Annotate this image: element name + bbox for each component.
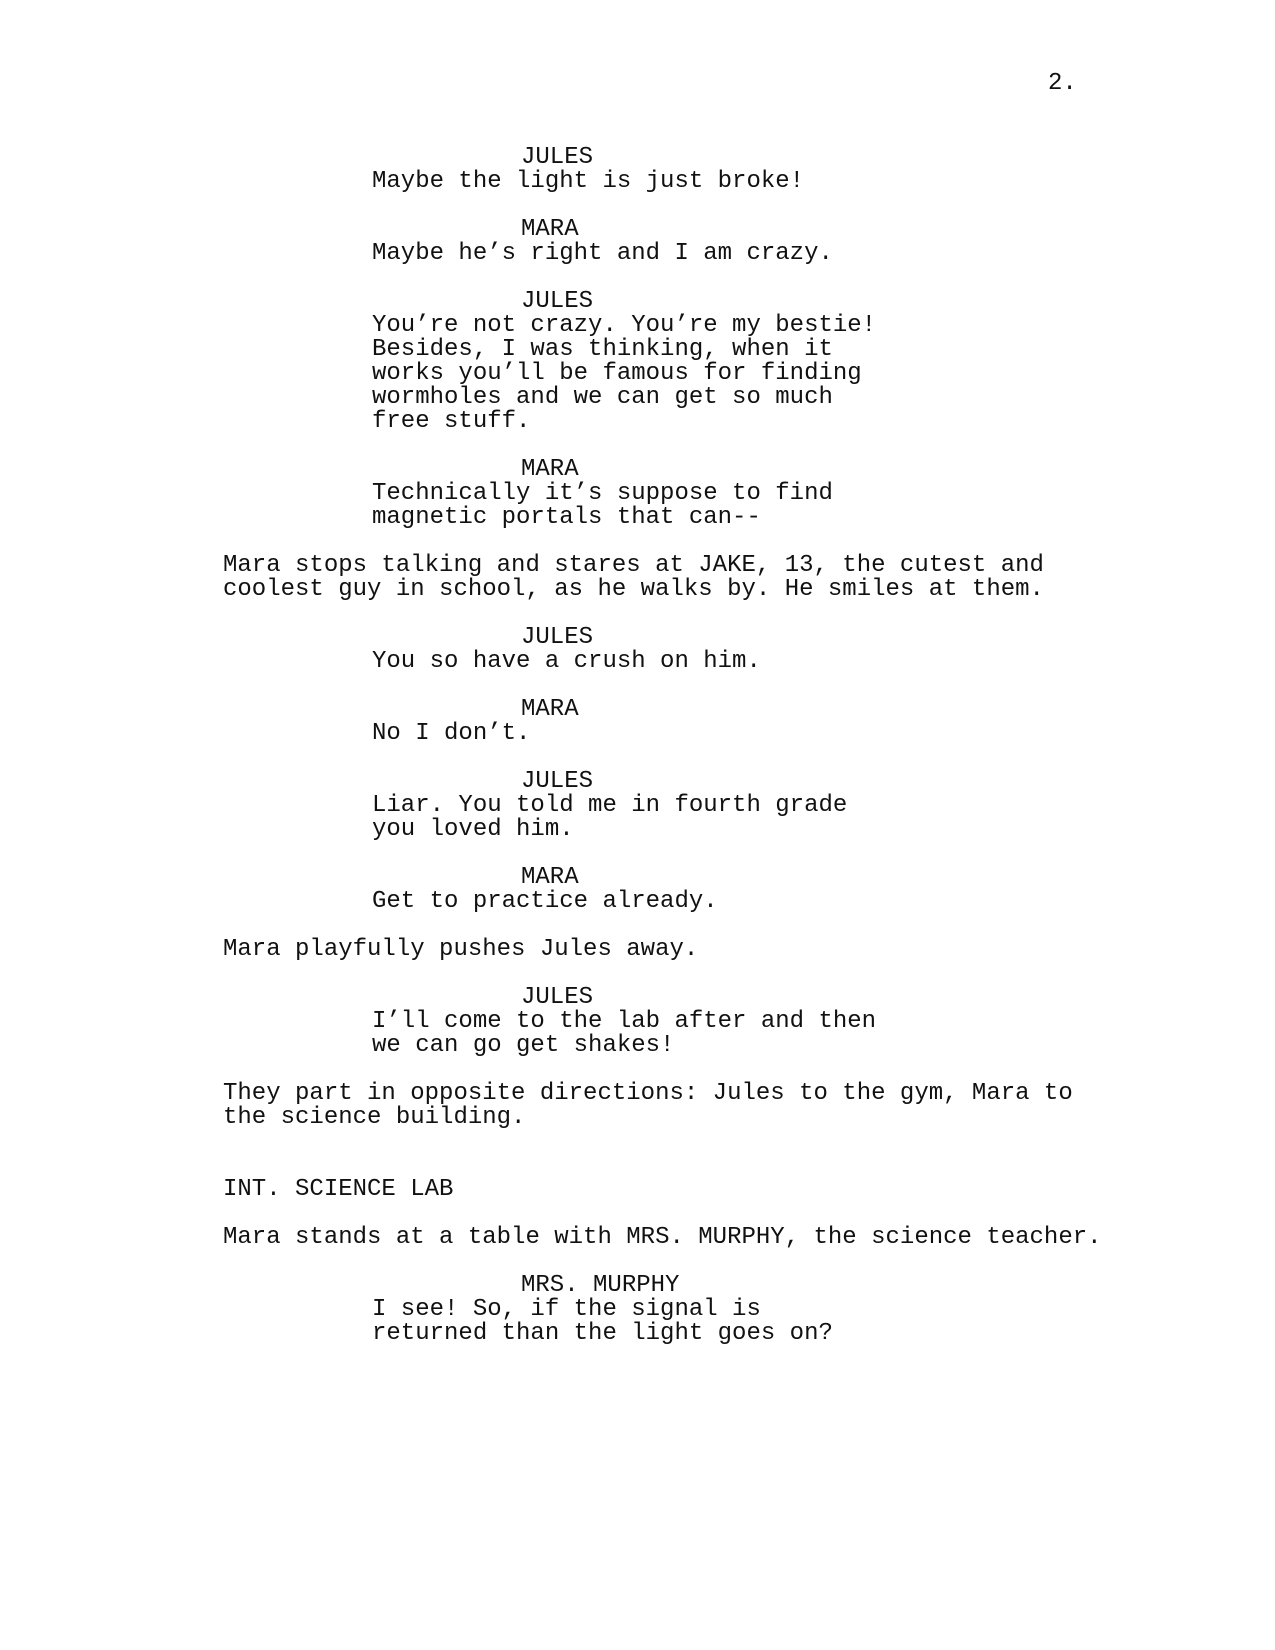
dialogue: I see! So, if the signal is returned than the light goes on?	[372, 1296, 833, 1347]
dialogue: You so have a crush on him.	[372, 648, 761, 675]
spacer	[0, 842, 1275, 866]
character-cue: JULES	[521, 288, 594, 315]
scene-heading: INT. SCIENCE LAB	[223, 1176, 454, 1203]
spacer	[0, 746, 1275, 770]
action-line: Mara playfully pushes Jules away.	[223, 936, 699, 963]
character-cue: JULES	[521, 144, 594, 171]
spacer	[0, 962, 1275, 986]
action-line: Mara stops talking and stares at JAKE, 13, the cutest and coolest guy in school, as he walks by. He smiles at them.	[223, 552, 1044, 603]
action-line: Mara stands at a table with MRS. MURPHY, the science teacher.	[223, 1224, 1102, 1251]
spacer	[0, 1202, 1275, 1226]
character-cue: MARA	[521, 216, 579, 243]
character-cue: MARA	[521, 864, 579, 891]
character-cue: JULES	[521, 984, 594, 1011]
spacer	[0, 914, 1275, 938]
spacer	[0, 266, 1275, 290]
character-cue: MARA	[521, 696, 579, 723]
dialogue: Maybe the light is just broke!	[372, 168, 805, 195]
spacer	[0, 602, 1275, 626]
spacer	[0, 530, 1275, 554]
spacer	[0, 1130, 1275, 1178]
spacer	[0, 674, 1275, 698]
spacer	[0, 1058, 1275, 1082]
dialogue: No I don’t.	[372, 720, 531, 747]
screenplay-body	[0, 146, 1275, 1346]
character-cue: MRS. MURPHY	[521, 1272, 680, 1299]
character-cue: MARA	[521, 456, 579, 483]
spacer	[0, 1250, 1275, 1274]
dialogue: Get to practice already.	[372, 888, 718, 915]
spacer	[0, 434, 1275, 458]
dialogue: Maybe he’s right and I am crazy.	[372, 240, 833, 267]
dialogue: I’ll come to the lab after and then we can go get shakes!	[372, 1008, 877, 1059]
dialogue: Technically it’s suppose to find magnetic portals that can--	[372, 480, 833, 531]
dialogue: Liar. You told me in fourth grade you loved him.	[372, 792, 848, 843]
spacer	[0, 194, 1275, 218]
dialogue: You’re not crazy. You’re my bestie! Besides, I was thinking, when it works you’ll be famous for finding wormholes and we can get so much free stuff.	[372, 312, 877, 435]
action-line: They part in opposite directions: Jules to the gym, Mara to the science building.	[223, 1080, 1073, 1131]
character-cue: JULES	[521, 768, 594, 795]
page-number: 2.	[1048, 70, 1077, 97]
character-cue: JULES	[521, 624, 594, 651]
